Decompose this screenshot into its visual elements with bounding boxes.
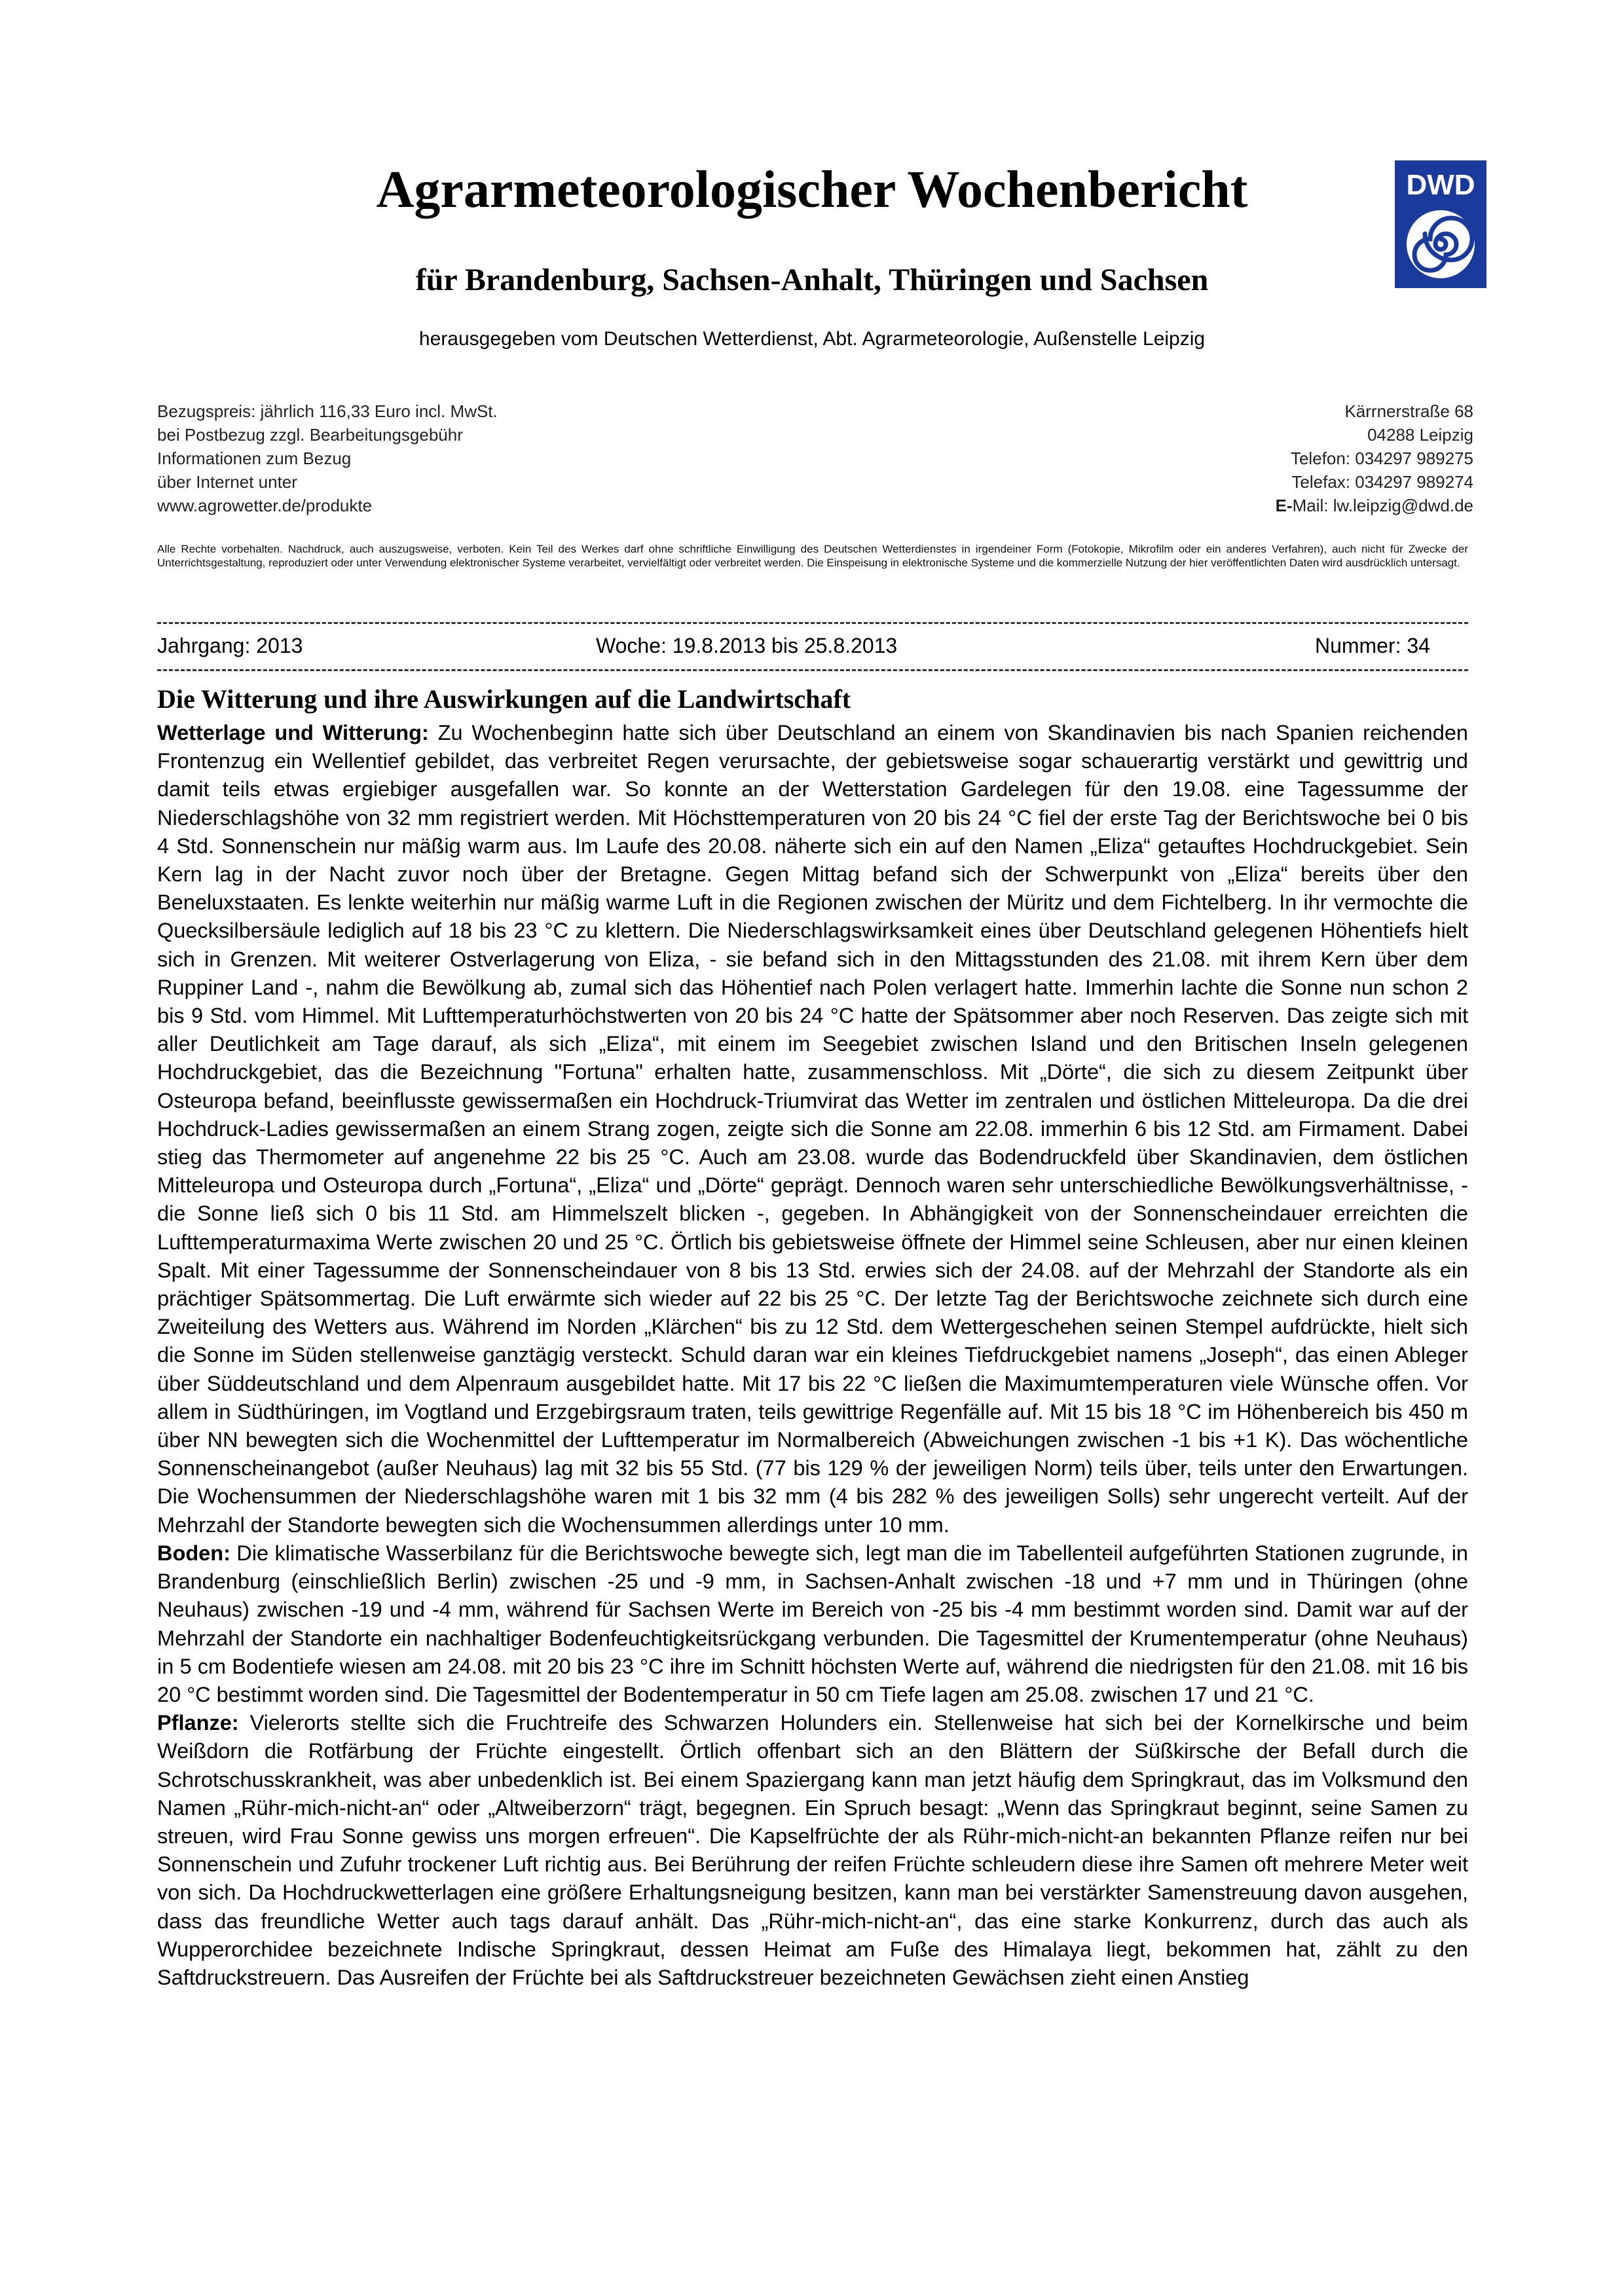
paragraph-soil	[157, 1539, 1468, 1709]
issue-year: Jahrgang: 2013	[157, 634, 303, 657]
contact-address	[1015, 399, 1473, 517]
subscription-line: bei Postbezug zzgl. Bearbeitungsgebühr	[157, 425, 463, 445]
section-heading: Die Witterung und ihre Auswirkungen auf die Landwirtschaft	[157, 684, 851, 714]
issue-number: Nummer: 34	[1314, 634, 1430, 657]
report-title: Agrarmeteorologischer Wochenbericht	[376, 161, 1248, 219]
subscription-url[interactable]: www.agrowetter.de/produkte	[157, 496, 373, 515]
subscription-line: über Internet unter	[157, 472, 297, 492]
paragraph-lead: Pflanze:	[157, 1711, 239, 1735]
subscription-line: Bezugspreis: jährlich 116,33 Euro incl. MwSt.	[157, 401, 498, 421]
subscription-line: Informationen zum Bezug	[157, 449, 352, 468]
paragraph-plant	[157, 1709, 1468, 1992]
email-label: E-	[1275, 496, 1293, 515]
report-subtitle: für Brandenburg, Sachsen-Anhalt, Thüringen und Sachsen	[415, 263, 1209, 297]
dwd-logo-text: DWD	[1406, 169, 1475, 201]
issue-meta-row	[157, 631, 1468, 660]
address-email[interactable]: Mail: lw.leipzig@dwd.de	[1292, 496, 1473, 515]
copyright-notice: Alle Rechte vorbehalten. Nachdruck, auch auszugsweise, verboten. Kein Teil des Werkes darf ohne schriftliche Einwilligung des Deutschen Wetterdienstes in irgendeiner Form (Fotokopie, Mikrofilm oder ein anderes Verfahren), auch nicht für Zwecke der Unterrichtsgestaltung, reproduziert oder unter Verwendung elektronischer Systeme verarbeitet, vervielfältigt oder verbreitet werden. Die Einspeisung in elektronische Systeme und die kommerzielle Nutzung der hier veröffentlichten Daten wird ausdrücklich untersagt.	[157, 543, 1468, 569]
publisher-line: herausgegeben vom Deutschen Wetterdienst, Abt. Agrarmeteorologie, Außenstelle Leipzig	[418, 328, 1206, 350]
paragraph-weather	[157, 719, 1468, 1539]
subscription-info	[157, 399, 747, 517]
issue-week: Woche: 19.8.2013 bis 25.8.2013	[596, 634, 898, 657]
address-city: 04288 Leipzig	[1367, 425, 1473, 445]
dwd-logo-icon	[1395, 160, 1486, 288]
paragraph-lead: Wetterlage und Witterung:	[157, 721, 429, 744]
address-phone: Telefon: 034297 989275	[1290, 449, 1473, 468]
address-email-line	[1015, 494, 1473, 517]
report-body	[157, 719, 1468, 1992]
address-street: Kärrnerstraße 68	[1344, 401, 1473, 421]
paragraph-lead: Boden:	[157, 1541, 231, 1565]
paragraph-text: Zu Wochenbeginn hatte sich über Deutschland an einem von Skandinavien bis nach Spanien reichenden Frontenzug ein Wellentief gebildet, das verbreitet Regen verursachte, der gebietsweise sogar schauerartig verstärkt und gewittrig und damit teils etwas ergiebiger ausgefallen war. So konnte an der Wetterstation Gardelegen für den 19.08. eine Tagessumme der Niederschlagshöhe von 32 mm registriert werden. Mit Höchsttemperaturen von 20 bis 24 °C fiel der erste Tag der Berichtswoche bei 0 bis 4 Std. Sonnenschein nur mäßig warm aus. Im Laufe des 20.08. näherte sich ein auf den Namen „Eliza“ getauftes Hochdruckgebiet. Sein Kern lag in der Nacht zuvor noch über der Bretagne. Gegen Mittag befand sich der Schwerpunkt von „Eliza“ bereits über den Beneluxstaaten. Es lenkte weiterhin nur mäßig warme Luft in die Regionen zwischen der Müritz und dem Fichtelberg. In ihr vermochte die Quecksilbersäule lediglich auf 18 bis 23 °C zu klettern. Die Niederschlagswirksamkeit eines über Deutschland gelegenen Höhentiefs hielt sich in Grenzen. Mit weiterer Ostverlagerung von Eliza, - sie befand sich in den Mittagsstunden des 21.08. mit ihrem Kern über dem Ruppiner Land -, nahm die Bewölkung ab, zumal sich das Höhentief nach Polen verlagert hatte. Immerhin lachte die Sonne nun schon 2 bis 9 Std. vom Himmel. Mit Lufttemperaturhöchstwerten von 20 bis 24 °C hatte der Spätsommer aber noch Reserven. Das zeigte sich mit aller Deutlichkeit am Tage darauf, als sich „Eliza“, mit einem im Seegebiet zwischen Island und den Britischen Inseln gelegenen Hochdruckgebiet, das die Bezeichnung "Fortuna" erhalten hatte, zusammenschloss. Mit „Dörte“, die sich zu diesem Zeitpunkt über Osteuropa befand, beeinflusste gewissermaßen ein Hochdruck-Triumvirat das Wetter im zentralen und östlichen Mitteleuropa. Da die drei Hochdruck-Ladies gewissermaßen an einem Strang zogen, zeigte sich die Sonne am 22.08. immerhin 6 bis 12 Std. am Firmament. Dabei stieg das Thermometer auf angenehme 22 bis 25 °C. Auch am 23.08. wurde das Bodendruckfeld über Skandinavien, dem östlichen Mitteleuropa und Osteuropa durch „Fortuna“, „Eliza“ und „Dörte“ geprägt. Dennoch waren sehr unterschiedliche Bewölkungsverhältnisse, - die Sonne ließ sich 0 bis 11 Std. am Himmelszelt blicken -, gegeben. In Abhängigkeit von der Sonnenscheindauer erreichten die Lufttemperaturmaxima Werte zwischen 20 und 25 °C. Örtlich bis gebietsweise öffnete der Himmel seine Schleusen, aber nur einen kleinen Spalt. Mit einer Tagessumme der Sonnenscheindauer von 8 bis 13 Std. erwies sich der 24.08. auf der Mehrzahl der Standorte als ein prächtiger Spätsommertag. Die Luft erwärmte sich wieder auf 22 bis 25 °C. Der letzte Tag der Berichtswoche zeichnete sich durch eine Zweiteilung des Wetters aus. Während im Norden „Klärchen“ bis zu 12 Std. dem Wettergeschehen seinen Stempel aufdrückte, hielt sich die Sonne im Süden stellenweise ganztägig versteckt. Schuld daran war ein kleines Tiefdruckgebiet namens „Joseph“, das einen Ableger über Süddeutschland und dem Alpenraum ausgebildet hatte. Mit 17 bis 22 °C ließen die Maximumtemperaturen viele Wünsche offen. Vor allem in Südthüringen, im Vogtland und Erzgebirgsraum traten, teils gewittrige Regenfälle auf. Mit 15 bis 18 °C im Höhenbereich bis 450 m über NN bewegten sich die Wochenmittel der Lufttemperatur im Normalbereich (Abweichungen zwischen -1 bis +1 K). Das wöchentliche Sonnenscheinangebot (außer Neuhaus) lag mit 32 bis 55 Std. (77 bis 129 % der jeweiligen Norm) teils über, teils unter den Erwartungen. Die Wochensummen der Niederschlagshöhe waren mit 1 bis 32 mm (4 bis 282 % des jeweiligen Solls) sehr ungerecht verteilt. Auf der Mehrzahl der Standorte bewegten sich die Wochensummen allerdings unter 10 mm.	[157, 721, 1468, 1537]
paragraph-text: Die klimatische Wasserbilanz für die Berichtswoche bewegte sich, legt man die im Tabellenteil aufgeführten Stationen zugrunde, in Brandenburg (einschließlich Berlin) zwischen -25 und -9 mm, in Sachsen-Anhalt zwischen -18 und +7 mm und in Thüringen (ohne Neuhaus) zwischen -19 und -4 mm, während für Sachsen Werte im Bereich von -25 bis -4 mm bestimmt worden sind. Damit war auf der Mehrzahl der Standorte ein nachhaltiger Bodenfeuchtigkeitsrückgang verbunden. Die Tagesmittel der Krumentemperatur (ohne Neuhaus) in 5 cm Bodentiefe wiesen am 24.08. mit 20 bis 23 °C ihre im Schnitt höchsten Werte auf, während die niedrigsten für den 21.08. mit 16 bis 20 °C bestimmt worden sind. Die Tagesmittel der Bodentemperatur in 50 cm Tiefe lagen am 25.08. zwischen 17 und 21 °C.	[157, 1541, 1468, 1706]
paragraph-text: Vielerorts stellte sich die Fruchtreife des Schwarzen Holunders ein. Stellenweise hat sich bei der Kornelkirsche und beim Weißdorn die Rotfärbung der Früchte eingestellt. Örtlich offenbart sich an den Blättern der Süßkirsche der Befall durch die Schrotschusskrankheit, was aber unbedenklich ist. Bei einem Spaziergang kann man jetzt häufig dem Springkraut, das im Volksmund den Namen „Rühr-mich-nicht-an“ oder „Altweiberzorn“ trägt, begegnen. Ein Spruch besagt: „Wenn das Springkraut beginnt, seine Samen zu streuen, wird Frau Sonne gewiss uns morgen erfreuen“. Die Kapselfrüchte der als Rühr-mich-nicht-an bekannten Pflanze reifen nur bei Sonnenschein und Zufuhr trockener Luft richtig aus. Bei Berührung der reifen Früchte schleudern diese ihre Samen oft mehrere Meter weit von sich. Da Hochdruckwetterlagen eine größere Erhaltungsneigung besitzen, kann man bei verstärkter Samenstreuung davon ausgehen, dass das freundliche Wetter auch tags darauf anhält. Das „Rühr-mich-nicht-an“, das eine starke Konkurrenz, durch das auch als Wupperorchidee bezeichnete Indische Springkraut, dessen Heimat am Fuße des Himalaya liegt, bekommen hat, zählt zu den Saftdruckstreuern. Das Ausreifen der Früchte bei als Saftdruckstreuer bezeichneten Gewächsen zieht einen Anstieg	[157, 1711, 1468, 1989]
address-fax: Telefax: 034297 989274	[1291, 472, 1473, 492]
divider-bottom	[157, 669, 1468, 671]
divider-top	[157, 622, 1468, 624]
